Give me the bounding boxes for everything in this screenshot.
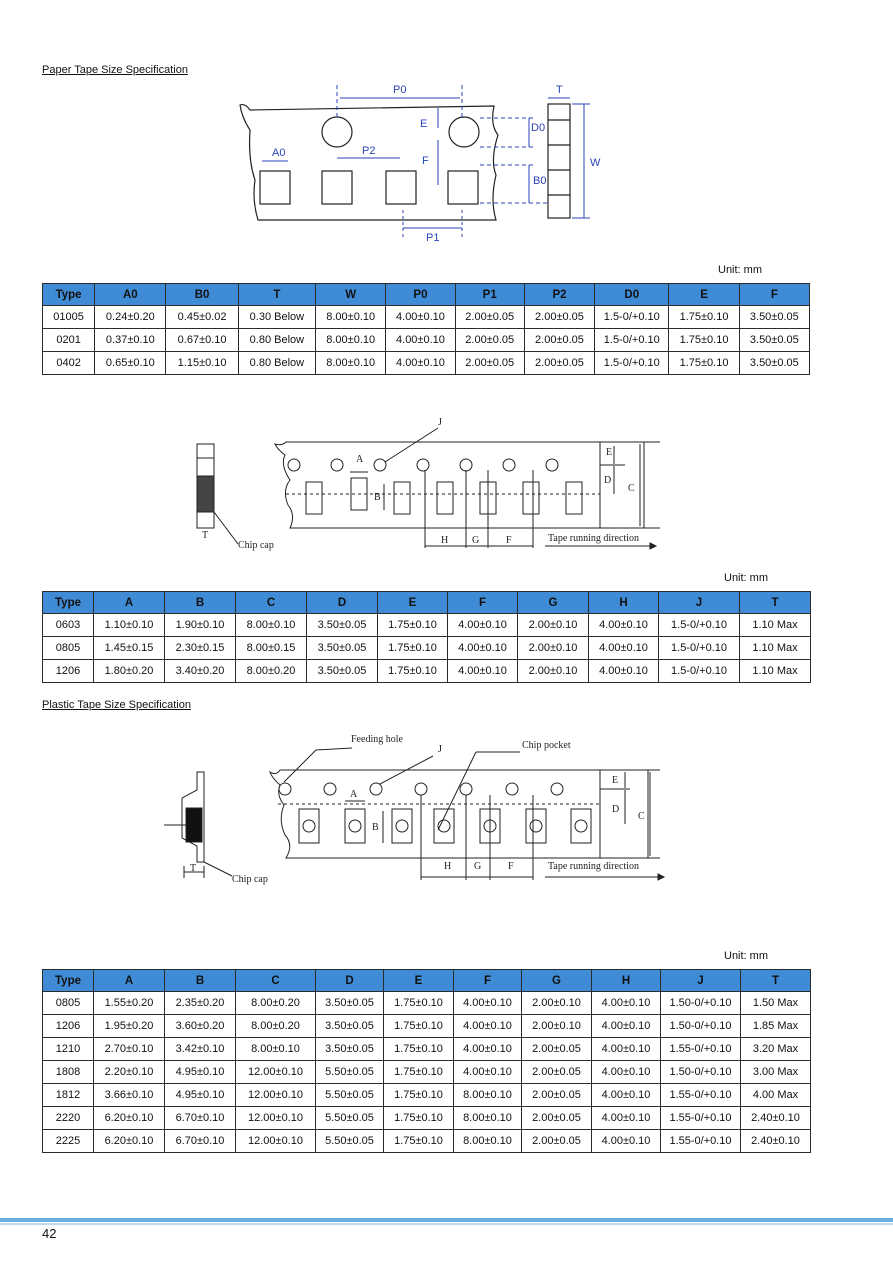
paper-tape-diagram-2 — [190, 410, 660, 555]
label-f: F — [422, 155, 429, 167]
value-cell: 1.75±0.10 — [384, 992, 454, 1015]
value-cell: 4.00±0.10 — [592, 1015, 661, 1038]
label-d0: D0 — [531, 122, 546, 134]
value-cell: 4.00±0.10 — [589, 637, 659, 660]
column-header: C — [236, 970, 316, 992]
value-cell: 8.00±0.10 — [316, 352, 386, 375]
footer-divider-top — [0, 1218, 893, 1222]
value-cell: 0.80 Below — [238, 352, 315, 375]
type-cell: 1812 — [43, 1084, 94, 1107]
value-cell: 3.50±0.05 — [307, 637, 378, 660]
label-p0: P0 — [393, 84, 407, 96]
type-cell: 0805 — [43, 992, 94, 1015]
value-cell: 1.75±0.10 — [384, 1015, 454, 1038]
footer-divider-bottom — [0, 1223, 893, 1225]
value-cell: 1.55-0/+0.10 — [661, 1130, 741, 1153]
value-cell: 1.75±0.10 — [378, 614, 448, 637]
value-cell: 3.50±0.05 — [316, 992, 384, 1015]
value-cell: 1.10 Max — [740, 637, 811, 660]
column-header: T — [741, 970, 811, 992]
label-p2: P2 — [362, 145, 376, 157]
type-cell: 0402 — [43, 352, 95, 375]
value-cell: 1.80±0.20 — [94, 660, 165, 683]
paper2-unit-label: Unit: mm — [724, 572, 768, 584]
value-cell: 0.30 Below — [238, 306, 315, 329]
value-cell: 1.45±0.15 — [94, 637, 165, 660]
value-cell: 8.00±0.20 — [236, 1015, 316, 1038]
type-cell: 2220 — [43, 1107, 94, 1130]
value-cell: 0.65±0.10 — [95, 352, 166, 375]
label-f: F — [508, 861, 514, 872]
value-cell: 12.00±0.10 — [236, 1061, 316, 1084]
label-chip-cap: Chip cap — [238, 540, 274, 551]
value-cell: 8.00±0.10 — [316, 306, 386, 329]
table-row — [43, 1038, 811, 1061]
value-cell: 0.80 Below — [238, 329, 315, 352]
value-cell: 4.00 Max — [741, 1084, 811, 1107]
value-cell: 4.00±0.10 — [592, 1130, 661, 1153]
value-cell: 8.00±0.10 — [454, 1130, 522, 1153]
type-cell: 1808 — [43, 1061, 94, 1084]
table-header-row — [43, 592, 811, 614]
label-direction: Tape running direction — [548, 533, 639, 544]
column-header: E — [384, 970, 454, 992]
column-header: B — [165, 970, 236, 992]
table-row — [43, 306, 810, 329]
column-header: G — [522, 970, 592, 992]
value-cell: 1.55-0/+0.10 — [661, 1084, 741, 1107]
column-header: F — [739, 284, 809, 306]
label-e: E — [420, 118, 428, 130]
value-cell: 1.5-0/+0.10 — [595, 329, 669, 352]
value-cell: 1.75±0.10 — [378, 637, 448, 660]
plastic-table-body — [43, 992, 811, 1153]
label-a: A — [350, 789, 358, 800]
value-cell: 1.75±0.10 — [384, 1084, 454, 1107]
value-cell: 2.00±0.05 — [455, 352, 524, 375]
value-cell: 4.00±0.10 — [592, 1107, 661, 1130]
label-g: G — [474, 861, 482, 872]
type-cell: 0805 — [43, 637, 94, 660]
value-cell: 2.35±0.20 — [165, 992, 236, 1015]
value-cell: 8.00±0.15 — [236, 637, 307, 660]
value-cell: 1.10±0.10 — [94, 614, 165, 637]
plastic-unit-label: Unit: mm — [724, 950, 768, 962]
value-cell: 3.00 Max — [741, 1061, 811, 1084]
column-header: A — [94, 970, 165, 992]
type-cell: 1206 — [43, 660, 94, 683]
type-cell: 1210 — [43, 1038, 94, 1061]
value-cell: 5.50±0.05 — [316, 1084, 384, 1107]
value-cell: 0.67±0.10 — [166, 329, 238, 352]
value-cell: 0.45±0.02 — [166, 306, 238, 329]
value-cell: 1.50 Max — [741, 992, 811, 1015]
label-chip-cap: Chip cap — [232, 874, 268, 885]
column-header: P1 — [455, 284, 524, 306]
value-cell: 4.00±0.10 — [386, 306, 455, 329]
value-cell: 3.66±0.10 — [94, 1084, 165, 1107]
value-cell: 1.50-0/+0.10 — [661, 1061, 741, 1084]
column-header: H — [592, 970, 661, 992]
value-cell: 2.00±0.05 — [522, 1084, 592, 1107]
value-cell: 6.20±0.10 — [94, 1130, 165, 1153]
value-cell: 2.70±0.10 — [94, 1038, 165, 1061]
value-cell: 2.00±0.05 — [524, 329, 594, 352]
value-cell: 4.00±0.10 — [592, 1038, 661, 1061]
column-header: Type — [43, 284, 95, 306]
label-h: H — [444, 861, 452, 872]
value-cell: 4.00±0.10 — [592, 1084, 661, 1107]
column-header: E — [669, 284, 739, 306]
value-cell: 2.00±0.10 — [522, 992, 592, 1015]
value-cell: 1.5-0/+0.10 — [659, 637, 740, 660]
label-b0: B0 — [533, 175, 547, 187]
label-j: J — [438, 417, 442, 428]
value-cell: 1.75±0.10 — [384, 1130, 454, 1153]
column-header: T — [238, 284, 315, 306]
value-cell: 2.40±0.10 — [741, 1107, 811, 1130]
value-cell: 4.00±0.10 — [454, 1015, 522, 1038]
value-cell: 6.70±0.10 — [165, 1107, 236, 1130]
value-cell: 3.50±0.05 — [307, 614, 378, 637]
label-chip-pocket: Chip pocket — [522, 740, 571, 751]
column-header: P0 — [386, 284, 455, 306]
column-header: D0 — [595, 284, 669, 306]
label-w: W — [590, 157, 601, 169]
value-cell: 8.00±0.10 — [236, 614, 307, 637]
value-cell: 3.40±0.20 — [165, 660, 236, 683]
label-b: B — [372, 822, 379, 833]
label-a0: A0 — [272, 147, 286, 159]
value-cell: 2.00±0.10 — [518, 614, 589, 637]
value-cell: 12.00±0.10 — [236, 1107, 316, 1130]
value-cell: 0.24±0.20 — [95, 306, 166, 329]
column-header: Type — [43, 970, 94, 992]
value-cell: 1.5-0/+0.10 — [659, 614, 740, 637]
column-header: Type — [43, 592, 94, 614]
paper-tape-table — [42, 283, 810, 375]
value-cell: 3.60±0.20 — [165, 1015, 236, 1038]
value-cell: 4.95±0.10 — [165, 1084, 236, 1107]
value-cell: 1.75±0.10 — [378, 660, 448, 683]
value-cell: 2.00±0.05 — [522, 1130, 592, 1153]
paper-table-body — [43, 306, 810, 375]
value-cell: 5.50±0.05 — [316, 1107, 384, 1130]
value-cell: 4.00±0.10 — [592, 1061, 661, 1084]
value-cell: 4.00±0.10 — [386, 352, 455, 375]
value-cell: 3.50±0.05 — [307, 660, 378, 683]
plastic-tape-title: Plastic Tape Size Specification — [42, 699, 191, 711]
value-cell: 8.00±0.10 — [454, 1107, 522, 1130]
paper-tape-title: Paper Tape Size Specification — [42, 64, 188, 76]
value-cell: 4.00±0.10 — [589, 614, 659, 637]
column-header: J — [659, 592, 740, 614]
column-header: J — [661, 970, 741, 992]
table-row — [43, 992, 811, 1015]
value-cell: 3.50±0.05 — [316, 1038, 384, 1061]
column-header: B — [165, 592, 236, 614]
value-cell: 2.00±0.05 — [524, 352, 594, 375]
column-header: A — [94, 592, 165, 614]
value-cell: 6.20±0.10 — [94, 1107, 165, 1130]
value-cell: 2.00±0.05 — [522, 1038, 592, 1061]
value-cell: 2.00±0.05 — [524, 306, 594, 329]
value-cell: 2.30±0.15 — [165, 637, 236, 660]
value-cell: 1.75±0.10 — [384, 1107, 454, 1130]
value-cell: 4.00±0.10 — [454, 992, 522, 1015]
value-cell: 4.00±0.10 — [448, 614, 518, 637]
label-f: F — [506, 535, 512, 546]
value-cell: 2.20±0.10 — [94, 1061, 165, 1084]
value-cell: 6.70±0.10 — [165, 1130, 236, 1153]
value-cell: 3.50±0.05 — [316, 1015, 384, 1038]
table-row — [43, 352, 810, 375]
label-g: G — [472, 535, 480, 546]
value-cell: 8.00±0.10 — [454, 1084, 522, 1107]
type-cell: 01005 — [43, 306, 95, 329]
value-cell: 2.00±0.05 — [455, 329, 524, 352]
table-row — [43, 660, 811, 683]
table-row — [43, 637, 811, 660]
table-row — [43, 1061, 811, 1084]
table-header-row — [43, 970, 811, 992]
label-t: T — [190, 863, 197, 874]
column-header: H — [589, 592, 659, 614]
table-header-row — [43, 284, 810, 306]
value-cell: 1.50-0/+0.10 — [661, 992, 741, 1015]
type-cell: 0201 — [43, 329, 95, 352]
value-cell: 4.00±0.10 — [592, 992, 661, 1015]
table-row — [43, 1015, 811, 1038]
value-cell: 2.00±0.05 — [522, 1107, 592, 1130]
value-cell: 1.5-0/+0.10 — [595, 352, 669, 375]
value-cell: 8.00±0.10 — [316, 329, 386, 352]
table-row — [43, 614, 811, 637]
column-header: W — [316, 284, 386, 306]
value-cell: 8.00±0.10 — [236, 1038, 316, 1061]
value-cell: 1.95±0.20 — [94, 1015, 165, 1038]
value-cell: 1.15±0.10 — [166, 352, 238, 375]
page-number: 42 — [42, 1226, 57, 1241]
table-row — [43, 1107, 811, 1130]
plastic-tape-diagram — [160, 730, 670, 885]
column-header: C — [236, 592, 307, 614]
value-cell: 1.55±0.20 — [94, 992, 165, 1015]
value-cell: 4.00±0.10 — [454, 1038, 522, 1061]
value-cell: 3.20 Max — [741, 1038, 811, 1061]
value-cell: 5.50±0.05 — [316, 1061, 384, 1084]
value-cell: 4.95±0.10 — [165, 1061, 236, 1084]
table-row — [43, 1084, 811, 1107]
value-cell: 4.00±0.10 — [589, 660, 659, 683]
value-cell: 4.00±0.10 — [386, 329, 455, 352]
value-cell: 3.50±0.05 — [739, 329, 809, 352]
label-j: J — [438, 744, 442, 755]
table-row — [43, 1130, 811, 1153]
label-direction: Tape running direction — [548, 861, 639, 872]
value-cell: 1.55-0/+0.10 — [661, 1107, 741, 1130]
label-a: A — [356, 454, 364, 465]
paper2-table-body — [43, 614, 811, 683]
value-cell: 3.42±0.10 — [165, 1038, 236, 1061]
value-cell: 1.75±0.10 — [384, 1038, 454, 1061]
value-cell: 2.00±0.10 — [518, 637, 589, 660]
value-cell: 1.75±0.10 — [384, 1061, 454, 1084]
value-cell: 3.50±0.05 — [739, 352, 809, 375]
label-feeding-hole: Feeding hole — [351, 734, 403, 745]
table-row — [43, 329, 810, 352]
value-cell: 1.75±0.10 — [669, 352, 739, 375]
value-cell: 2.00±0.05 — [522, 1061, 592, 1084]
value-cell: 12.00±0.10 — [236, 1130, 316, 1153]
value-cell: 5.50±0.05 — [316, 1130, 384, 1153]
value-cell: 1.5-0/+0.10 — [595, 306, 669, 329]
label-t: T — [202, 530, 209, 541]
value-cell: 0.37±0.10 — [95, 329, 166, 352]
label-b: B — [374, 492, 381, 503]
column-header: F — [454, 970, 522, 992]
value-cell: 2.00±0.10 — [522, 1015, 592, 1038]
paper-unit-label: Unit: mm — [718, 264, 762, 276]
value-cell: 2.40±0.10 — [741, 1130, 811, 1153]
type-cell: 1206 — [43, 1015, 94, 1038]
label-h: H — [441, 535, 449, 546]
value-cell: 1.50-0/+0.10 — [661, 1015, 741, 1038]
value-cell: 4.00±0.10 — [448, 660, 518, 683]
column-header: B0 — [166, 284, 238, 306]
type-cell: 2225 — [43, 1130, 94, 1153]
value-cell: 12.00±0.10 — [236, 1084, 316, 1107]
value-cell: 4.00±0.10 — [454, 1061, 522, 1084]
column-header: A0 — [95, 284, 166, 306]
value-cell: 1.10 Max — [740, 660, 811, 683]
paper-tape-table-2 — [42, 591, 811, 683]
label-p1: P1 — [426, 232, 440, 244]
value-cell: 1.75±0.10 — [669, 306, 739, 329]
column-header: G — [518, 592, 589, 614]
value-cell: 2.00±0.05 — [455, 306, 524, 329]
value-cell: 8.00±0.20 — [236, 660, 307, 683]
value-cell: 1.10 Max — [740, 614, 811, 637]
value-cell: 1.5-0/+0.10 — [659, 660, 740, 683]
column-header: D — [316, 970, 384, 992]
type-cell: 0603 — [43, 614, 94, 637]
label-d: D — [604, 475, 612, 486]
plastic-tape-table — [42, 969, 811, 1153]
value-cell: 8.00±0.20 — [236, 992, 316, 1015]
label-d: D — [612, 804, 620, 815]
column-header: E — [378, 592, 448, 614]
column-header: D — [307, 592, 378, 614]
paper-tape-diagram — [230, 80, 610, 250]
column-header: T — [740, 592, 811, 614]
value-cell: 1.85 Max — [741, 1015, 811, 1038]
label-e: E — [612, 775, 619, 786]
value-cell: 1.55-0/+0.10 — [661, 1038, 741, 1061]
value-cell: 4.00±0.10 — [448, 637, 518, 660]
value-cell: 1.75±0.10 — [669, 329, 739, 352]
column-header: P2 — [524, 284, 594, 306]
label-t: T — [556, 84, 563, 96]
value-cell: 1.90±0.10 — [165, 614, 236, 637]
value-cell: 3.50±0.05 — [739, 306, 809, 329]
value-cell: 2.00±0.10 — [518, 660, 589, 683]
column-header: F — [448, 592, 518, 614]
label-c: C — [628, 483, 635, 494]
label-e: E — [606, 447, 613, 458]
label-c: C — [638, 811, 645, 822]
